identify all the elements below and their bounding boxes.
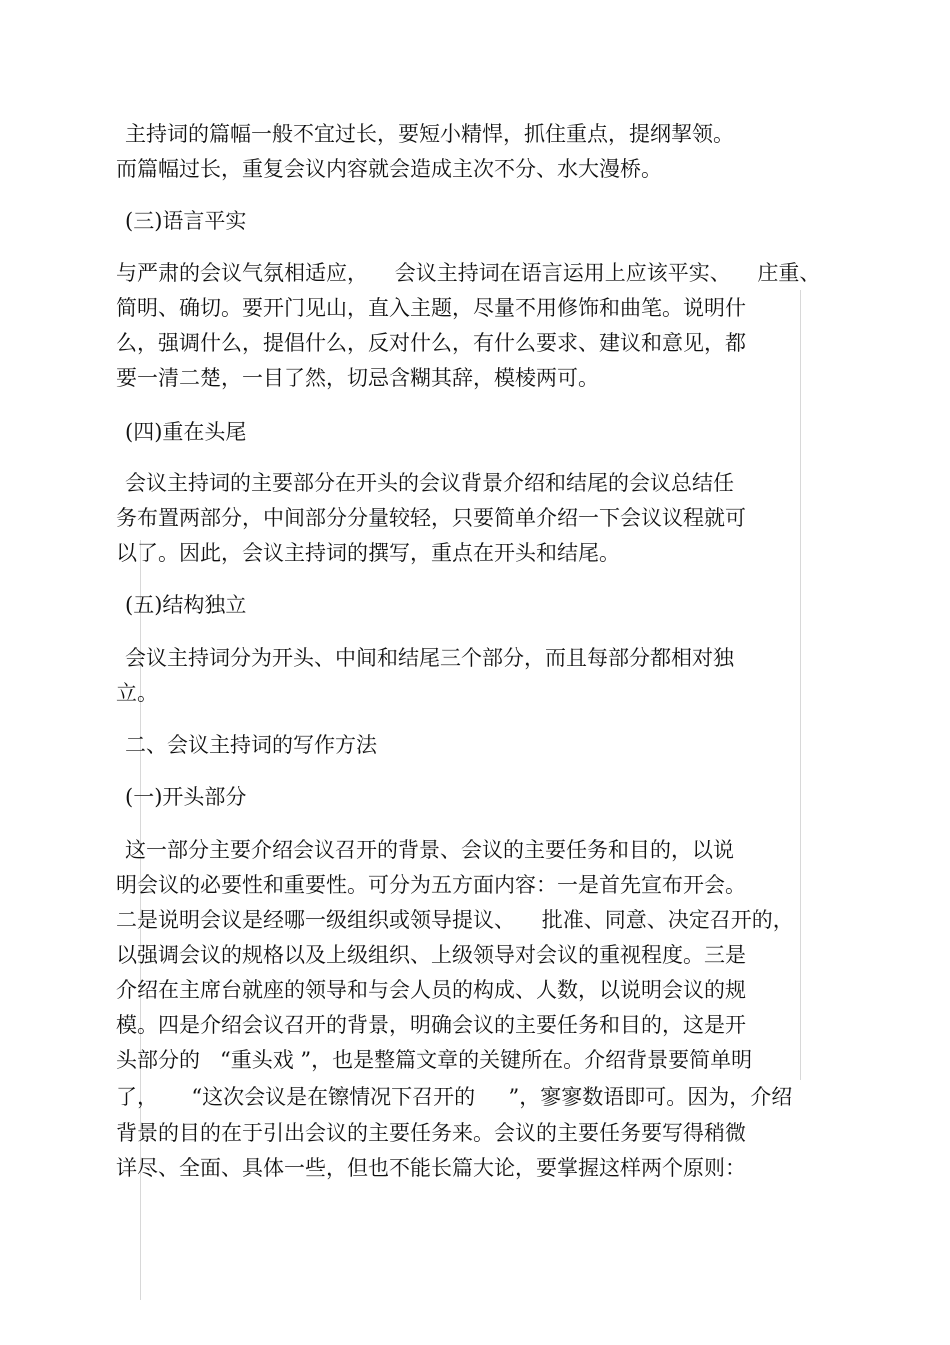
paragraph-line: 要一清二楚，一目了然，切忌含糊其辞，模棱两可。: [116, 366, 599, 390]
paragraph-line: 背景的目的在于引出会议的主要任务来。会议的主要任务要写得稍微: [116, 1121, 746, 1145]
paragraph-line: 介绍在主席台就座的领导和与会人员的构成、人数，以说明会议的规: [116, 978, 746, 1002]
paragraph-line: 模。四是介绍会议召开的背景，明确会议的主要任务和目的，这是开: [116, 1013, 746, 1037]
chapter-heading: 二、会议主持词的写作方法: [125, 733, 377, 757]
paragraph-line: 以强调会议的规格以及上级组织、上级领导对会议的重视程度。三是: [116, 943, 746, 967]
paragraph-line: 会议主持词分为开头、中间和结尾三个部分，而且每部分都相对独: [125, 646, 734, 670]
paragraph-line: 这一部分主要介绍会议召开的背景、会议的主要任务和目的，以说: [125, 838, 734, 862]
paragraph-line: 立。: [116, 681, 158, 705]
paragraph-line: 么，强调什么，提倡什么，反对什么，有什么要求、建议和意见，都: [116, 331, 746, 355]
section-heading: (四)重在头尾: [125, 420, 247, 444]
paragraph-line: 务布置两部分，中间部分分量较轻，只要简单介绍一下会议议程就可: [116, 506, 746, 530]
section-heading: (一)开头部分: [125, 785, 247, 809]
section-heading: (三)语言平实: [125, 209, 247, 233]
paragraph-line: 与严肃的会议气氛相适应， 会议主持词在语言运用上应该平实、 庄重、: [116, 261, 821, 285]
paragraph-line: 会议主持词的主要部分在开头的会议背景介绍和结尾的会议总结任: [125, 471, 734, 495]
paragraph-line: 主持词的篇幅一般不宜过长，要短小精悍，抓住重点，提纲挈领。: [125, 122, 734, 146]
paragraph-line: 二是说明会议是经哪一级组织或领导提议、 批准、同意、决定召开的，: [116, 908, 794, 932]
paragraph-line: 以了。因此，会议主持词的撰写，重点在开头和结尾。: [116, 541, 620, 565]
section-heading: (五)结构独立: [125, 593, 247, 617]
paragraph-line: 头部分的 “重头戏 ”，也是整篇文章的关键所在。介绍背景要简单明: [116, 1048, 753, 1072]
paragraph-line: 详尽、全面、具体一些，但也不能长篇大论，要掌握这样两个原则：: [116, 1156, 746, 1180]
paragraph-line: 简明、确切。要开门见山，直入主题，尽量不用修饰和曲笔。说明什: [116, 296, 746, 320]
margin-rule-right: [800, 290, 801, 1080]
paragraph-line: 而篇幅过长，重复会议内容就会造成主次不分、水大漫桥。: [116, 157, 662, 181]
paragraph-line: 了， “这次会议是在镲情况下召开的 ”，寥寥数语即可。因为，介绍: [116, 1085, 793, 1109]
paragraph-line: 明会议的必要性和重要性。可分为五方面内容：一是首先宣布开会。: [116, 873, 746, 897]
